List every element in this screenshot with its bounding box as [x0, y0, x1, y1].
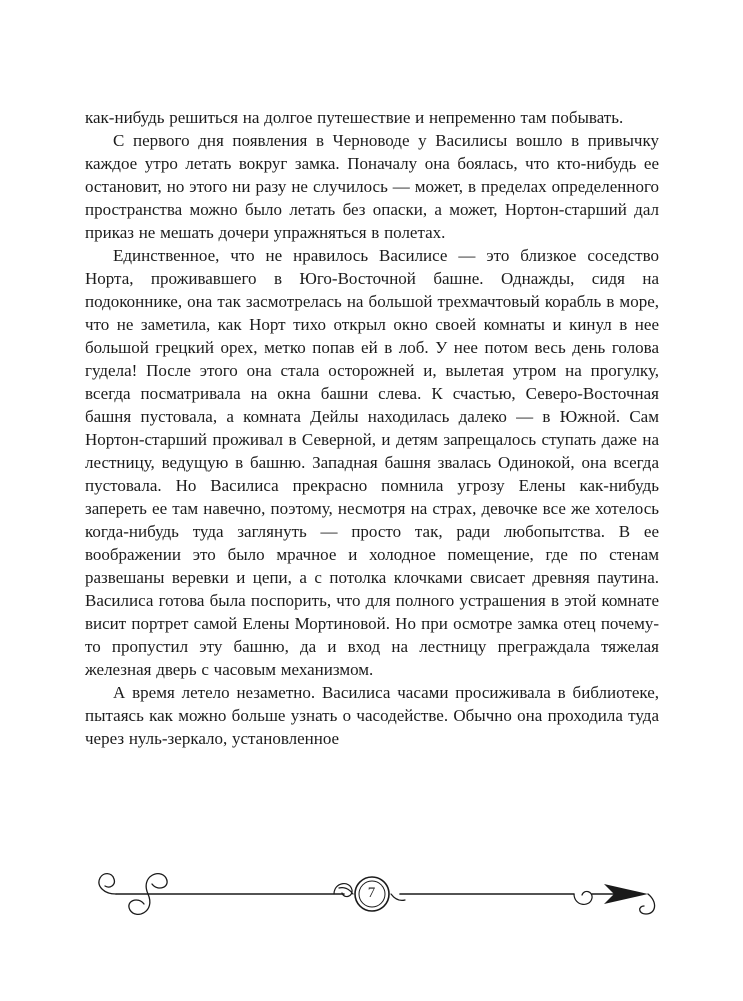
page-text	[85, 106, 659, 750]
page-footer	[0, 866, 743, 922]
paragraph: С первого дня появления в Черноводе у Василисы вошло в привычку каждое утро летать вокруг замка. Поначалу она боялась, что кто-нибудь ее остановит, но этого ни разу не случилось — может, в пределах определенного пространства можно было летать без опаски, а может, Нортон-старший дал приказ не мешать дочери упражняться в полетах.	[85, 131, 659, 242]
paragraph: Единственное, что не нравилось Василисе — это близкое соседство Норта, проживавшего в Юго-Восточной башне. Однажды, сидя на подоконнике, она так засмотрелась на большой трехмачтовый корабль в море, что не заметила, как Норт тихо открыл окно своей комнаты и кинул в нее большой грецкий орех, метко попав ей в лоб. У нее потом весь день голова гудела! После этого она стала осторожней и, вылетая утром на прогулку, всегда посматривала на окна башни слева. К счастью, Северо-Восточная башня пустовала, а комната Дейлы находилась далеко — в Южной. Сам Нортон-старший проживал в Северной, и детям запрещалось ступать даже на лестницу, ведущую в башню. Западная башня звалась Одинокой, она всегда пустовала. Но Василиса прекрасно помнила угрозу Елены как-нибудь запереть ее там навечно, поэтому, несмотря на страх, девочке все же хотелось когда-нибудь туда заглянуть — просто так, ради любопытства. В ее воображении это было мрачное и холодное помещение, где по стенам развешаны веревки и цепи, а с потолка клочками свисает древняя паутина. Василиса готова была поспорить, что для полного устрашения в этой комнате висит портрет самой Елены Мортиновой. Но при осмотре замка отец почему-то пропустил эту башню, да и вход на лестницу преграждала тяжелая железная дверь с часовым механизмом.	[85, 246, 659, 679]
paragraph: А время летело незаметно. Василиса часами просиживала в библиотеке, пытаясь как можно больше узнать о часодействе. Обычно она проходила туда через нуль-зеркало, установленное	[85, 683, 659, 748]
paragraph: как-нибудь решиться на долгое путешествие и непременно там побывать.	[85, 108, 624, 127]
footer-divider	[82, 866, 662, 922]
page-number: 7	[367, 884, 376, 901]
